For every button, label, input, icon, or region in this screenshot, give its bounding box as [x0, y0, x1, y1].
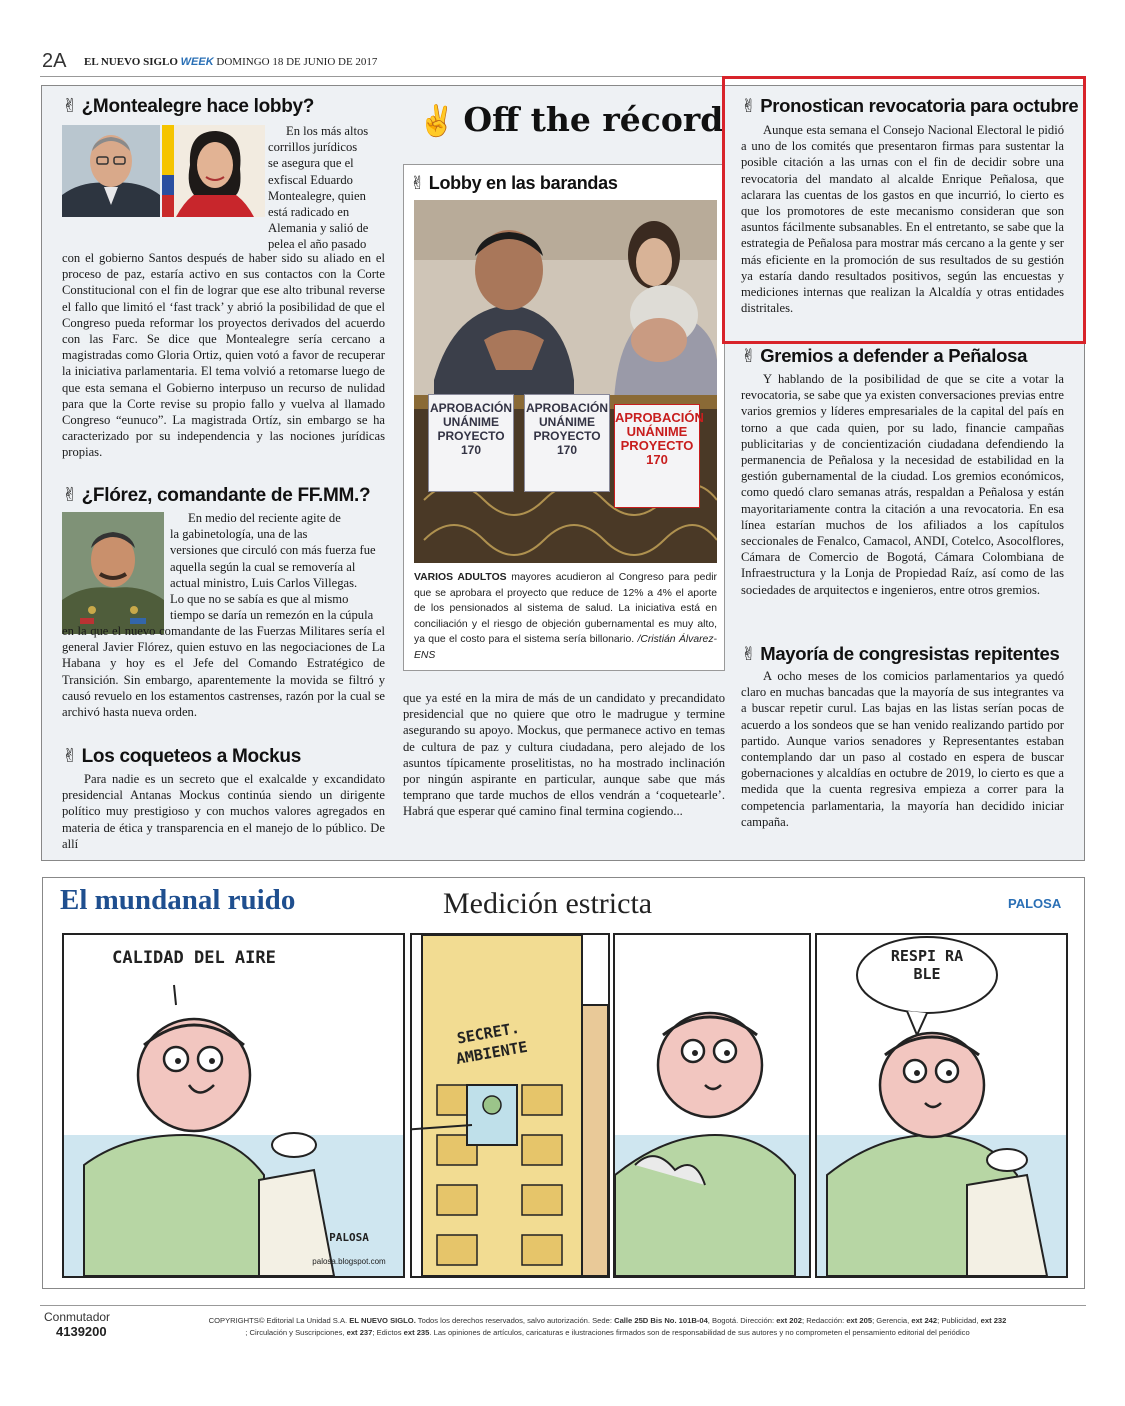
florez-headline: ✌ ¿Flórez, comandante de FF.MM.? — [62, 485, 371, 506]
florez-wrap-text: En medio del reciente agite de la gabinetología, una de las versiones que circuló con más fuerza fue aquella según la cual se removería al actual ministro, Luis Carlos Villegas. Lo que no se sabía es que al mismo tiempo se daría un remezón en la cúpula — [170, 511, 376, 623]
cartoon-section-title: El mundanal ruido — [60, 884, 296, 916]
protest-sign: APROBACIÓN UNÁNIME PROYECTO 170 — [428, 394, 514, 492]
montealegre-headline: ✌ ¿Montealegre hace lobby? — [62, 96, 315, 117]
speech-bubble-1: CALIDAD DEL AIRE — [112, 948, 276, 968]
ortiz-photo — [162, 125, 265, 217]
cartoon-blog: palosa.blogspot.com — [312, 1257, 386, 1266]
section-title: ✌ Off the récord — [418, 100, 724, 139]
gremios-headline: ✌ Gremios a defender a Peñalosa — [741, 345, 1028, 366]
issue-date: DOMINGO 18 DE JUNIO DE 2017 — [216, 56, 378, 68]
edition-name: WEEK — [180, 56, 214, 68]
mockus-body: Para nadie es un secreto que el exalcalde y excandidato presidencial Antanas Mockus continúa siendo un dirigente político muy prestigioso y con muchos valores agregados en materia de ética y transparencia en el manejo de lo público. De allí — [62, 772, 385, 851]
protest-sign: APROBACIÓN UNÁNIME PROYECTO 170 — [524, 394, 610, 492]
congresistas-body: A ocho meses de los comicios parlamentarios ya quedó claro en muchas bancadas que la mayoría de sus integrantes va a buscar repetir curul. Las bajas en las listas serían pocas de acuerdo a los sondeos que se han venido realizando partido por partido. Aunque varios senadores y Representantes estaban contemplando dar un paso al costado en espera de buscar gobernaciones y alcaldías en octubre de 2019, lo cierto es que a medida que la cuenta regresiva empieza a correr para la competencia parlamentaria, la mayoría han decidido iniciar campaña. — [741, 669, 1064, 829]
speech-bubble-4: RESPI RA BLE — [890, 947, 964, 983]
montealegre-wrap-text: En los más altos corrillos jurídicos se asegura que el exfiscal Eduardo Montealegre, quien está radicado en Alemania y salió de pelea el año pasado — [268, 124, 369, 252]
gremios-body: Y hablando de la posibilidad de que se cite a votar la revocatoria, se sabe que ya existen conversaciones previas entre varios gremios y líderes empresariales de la capital del país en torno a que cada quien, por su lado, financie campañas publicitarias y de concientización ciudadana defendiendo la permanencia de Peñalosa y la necesidad de estabilidad en la gestión gubernamental de la ciudad. Los gremios económicos, como quedó claro semanas atrás, respaldan a Peñalosa y están mayoritariamente contra la citación a una revocatoria. En esa línea estarían muchos de los afiliados a los capítulos seccionales de Fenalco, Camacol, ANDI, Cotelco, Asocolflores, Cámara de Comercio de Bogotá, Cámara Colombiana de Infraestructura y la Lonja de Propiedad Raíz, así como de las sociedades de arquitectos e ingenieros, entre otros gremios. — [741, 372, 1064, 597]
victory-hand-icon: ✌ — [410, 173, 425, 193]
page-number: 2A — [42, 50, 67, 72]
copyright-notice: COPYRIGHTS© Editorial La Unidad S.A. EL NUEVO SIGLO. Todos los derechos reservados, salvo autorización. Sede: Calle 25D Bis No. 101B-04, Bogotá. Dirección: ext 202; Redacción: ext 205; Gerencia, ext 242; Publicidad, ext 232 ; Circulación y Suscripciones, ext 237; Edictos ext 235. Las opiniones de artículos, caricaturas e ilustraciones firmados son de responsabilidad de sus autores y no comprometen el pensamiento editorial del periódico — [208, 1316, 1007, 1337]
revocatoria-body: Aunque esta semana el Consejo Nacional Electoral le pidió a uno de los comités que presentaron firmas para sustentar la posible citación a las urnas con el fin de decidir sobre una revocatoria del mandato al alcalde Enrique Peñalosa, que aclarara las cuentas de los gastos en que incurrió, lo cierto es que los promotores de este mecanismo consideran que son asuntos fácilmente subsanables. En el entretanto, se sabe que la estrategia de Peñalosa para mostrar más cercano a la gente y ser más eficiente en la promoción de sus resultados de su gestión ya estaría dando resultados positivos, según las encuestas y mediciones internas que realizan la Alcaldía y otras entidades distritales. — [741, 123, 1064, 316]
cartoon-panel-3 — [613, 933, 811, 1278]
florez-photo — [62, 512, 164, 634]
conmutador-number: 4139200 — [56, 1324, 107, 1339]
cartoon-panel-2 — [410, 933, 610, 1278]
photo-caption: VARIOS ADULTOS mayores acudieron al Congreso para pedir que se aprobara el proyecto que reduce de 12% a 4% el aporte de los pensionados al sistema de salud. La iniciativa está en conciliación y el riesgo de objeción gubernamental es muy alto, ya que el costo para el sistema sería billonario. /Cristián Álvarez-ENS — [414, 572, 717, 661]
cartoon-author: PALOSA — [1008, 896, 1062, 911]
protest-sign: APROBACIÓN UNÁNIME PROYECTO 170 — [614, 404, 700, 508]
victory-hand-icon: ✌ — [418, 104, 456, 139]
mockus-continuation: que ya esté en la mira de más de un candidato y precandidato presidencial que no quiere que otro le madrugue y termine asegurando su apoyo. Mockus, que permanece activo en temas de cultura de paz y cultura ciudadana, pero alejado de los asuntos típicamente proselitistas, no ha mostrado inclinación por ningún aspirante en particular, aunque sabe que más temprano que tarde muchos de ellos vendrán a ‘coquetearle’. Habrá que esperar qué camino final termina cogiendo... — [403, 691, 725, 819]
victory-hand-icon: ✌ — [741, 95, 757, 116]
lobby-photo — [414, 200, 717, 563]
lobby-headline: ✌ Lobby en las barandas — [410, 173, 618, 193]
revocatoria-headline: ✌ Pronostican revocatoria para octubre — [741, 95, 1079, 116]
cartoon-title: Medición estricta — [443, 887, 653, 920]
conmutador-label: Conmutador — [44, 1310, 111, 1324]
victory-hand-icon: ✌ — [62, 746, 78, 767]
victory-hand-icon: ✌ — [62, 485, 78, 506]
paper-name: EL NUEVO SIGLO — [84, 56, 178, 68]
montealegre-body: con el gobierno Santos después de haber sido su aliado en el proceso de paz, estaría activo en sus contactos con la Corte Constitucional con el fin de lograr que ese alto tribunal reverse el fallo que limitó el ‘fast track’ y abrió la posibilidad de que el Congreso pueda reformar los proyectos derivados del acuerdo con las Farc. Se dice que Montealegre sería cercano a magistradas como Gloria Ortiz, quien votó a favor de recuperar la iniciativa parlamentaria. El tema volvió a retomarse luego de que esta semana el Gobierno interpuso un recurso de nulidad para que la Corte revise su propio fallo y vuelva al llamado Congreso “eunuco”. La magistrada Ortíz, sin embargo se ha caracterizado por su independencia y las nociones jurídicas propias. — [62, 251, 385, 460]
footer-divider — [40, 1305, 1086, 1306]
building-sign: SECRET. AMBIENTE — [454, 1018, 529, 1068]
masthead — [84, 56, 377, 68]
cartoon-signature: PALOSA — [329, 1231, 369, 1244]
montealegre-photo — [62, 125, 160, 217]
cartoon-panel-1 — [62, 933, 405, 1278]
victory-hand-icon: ✌ — [62, 96, 78, 117]
mockus-headline: ✌ Los coqueteos a Mockus — [62, 746, 301, 767]
congresistas-headline: ✌ Mayoría de congresistas repitentes — [741, 643, 1060, 664]
photo-credit: /Cristián Álvarez-ENS — [414, 634, 717, 661]
cartoon-panel-4 — [815, 933, 1068, 1278]
victory-hand-icon: ✌ — [741, 643, 757, 664]
florez-body: en la que el nuevo comandante de las Fuerzas Militares sería el general Javier Flórez, quien estuvo en las negociaciones de La Habana y hoy es el Jefe del Comando Estratégico de Transición. Sin embargo, aparentemente la movida se filtró y causó revuelo en los estamentos castrenses, razón por la cual se archivó hasta nueva orden. — [62, 624, 385, 720]
victory-hand-icon: ✌ — [741, 345, 757, 366]
